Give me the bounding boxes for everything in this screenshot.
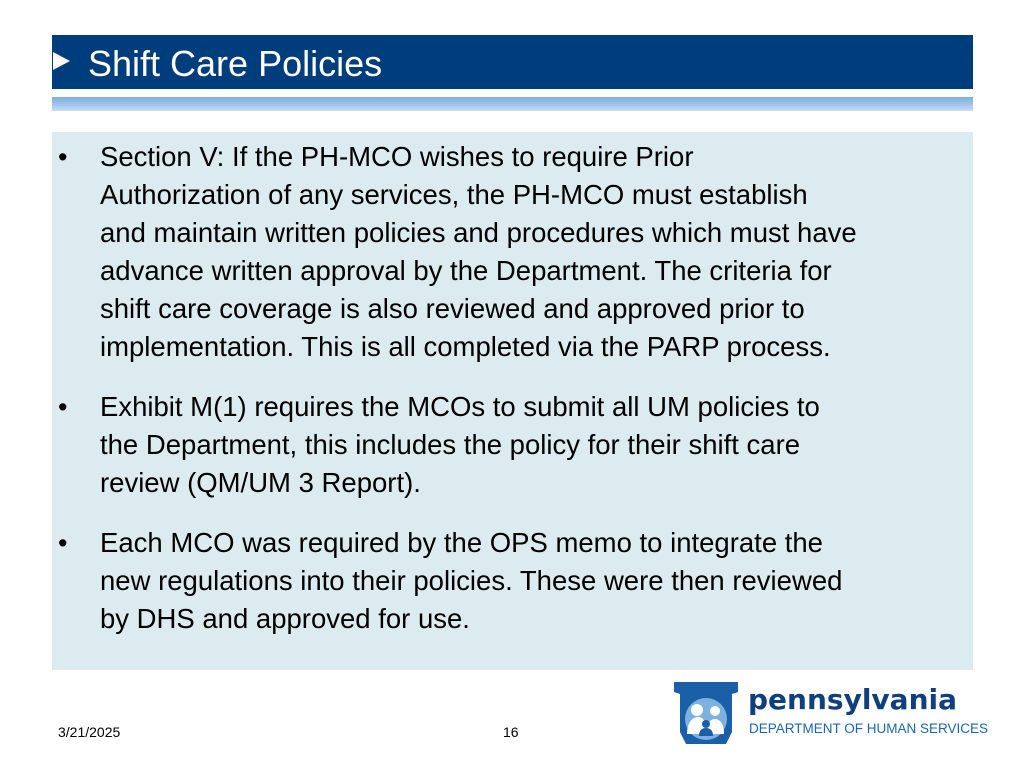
bullet-icon: • [58,528,68,558]
bullet-text-line: shift care coverage is also reviewed and approved prior to [100,293,805,324]
keystone-family-icon [672,680,740,746]
bullet-text-line: Section V: If the PH-MCO wishes to require Prior [100,141,694,172]
bullet-text-line: the Department, this includes the policy for their shift care [100,429,801,460]
bullet-text-line: new regulations into their policies. These were then reviewed [100,565,843,596]
bullet-text-line: advance written approval by the Department. The criteria for [100,255,832,286]
bullet-text-line: implementation. This is all completed via the PARP process. [100,331,831,362]
bullet-text-line: and maintain written policies and procedures which must have [100,217,857,248]
bullet-text-line: Each MCO was required by the OPS memo to integrate the [100,527,823,558]
slide-title: Shift Care Policies [88,43,383,84]
logo-department-name: DEPARTMENT OF HUMAN SERVICES [749,721,989,736]
bullet-item-exhibit-m1 [0,388,1024,502]
pa-dhs-logo [672,680,989,746]
bullet-text-line: Authorization of any services, the PH-MCO must establish [100,179,808,210]
title-arrow-icon [53,52,70,70]
footer-date: 3/21/2025 [58,724,121,740]
bullet-item-section-v [0,138,1024,366]
bullet-text-line: by DHS and approved for use. [100,603,470,634]
bullet-icon: • [58,392,68,422]
bullet-text-line: review (QM/UM 3 Report). [100,467,421,498]
footer-page-number: 16 [503,724,519,740]
accent-bar [52,97,973,111]
bullet-icon: • [58,142,68,172]
bullet-list [0,138,1024,660]
bullet-text-line: Exhibit M(1) requires the MCOs to submit all UM policies to [100,391,820,422]
logo-state-name: pennsylvania [748,683,957,716]
bullet-item-ops-memo [0,524,1024,638]
